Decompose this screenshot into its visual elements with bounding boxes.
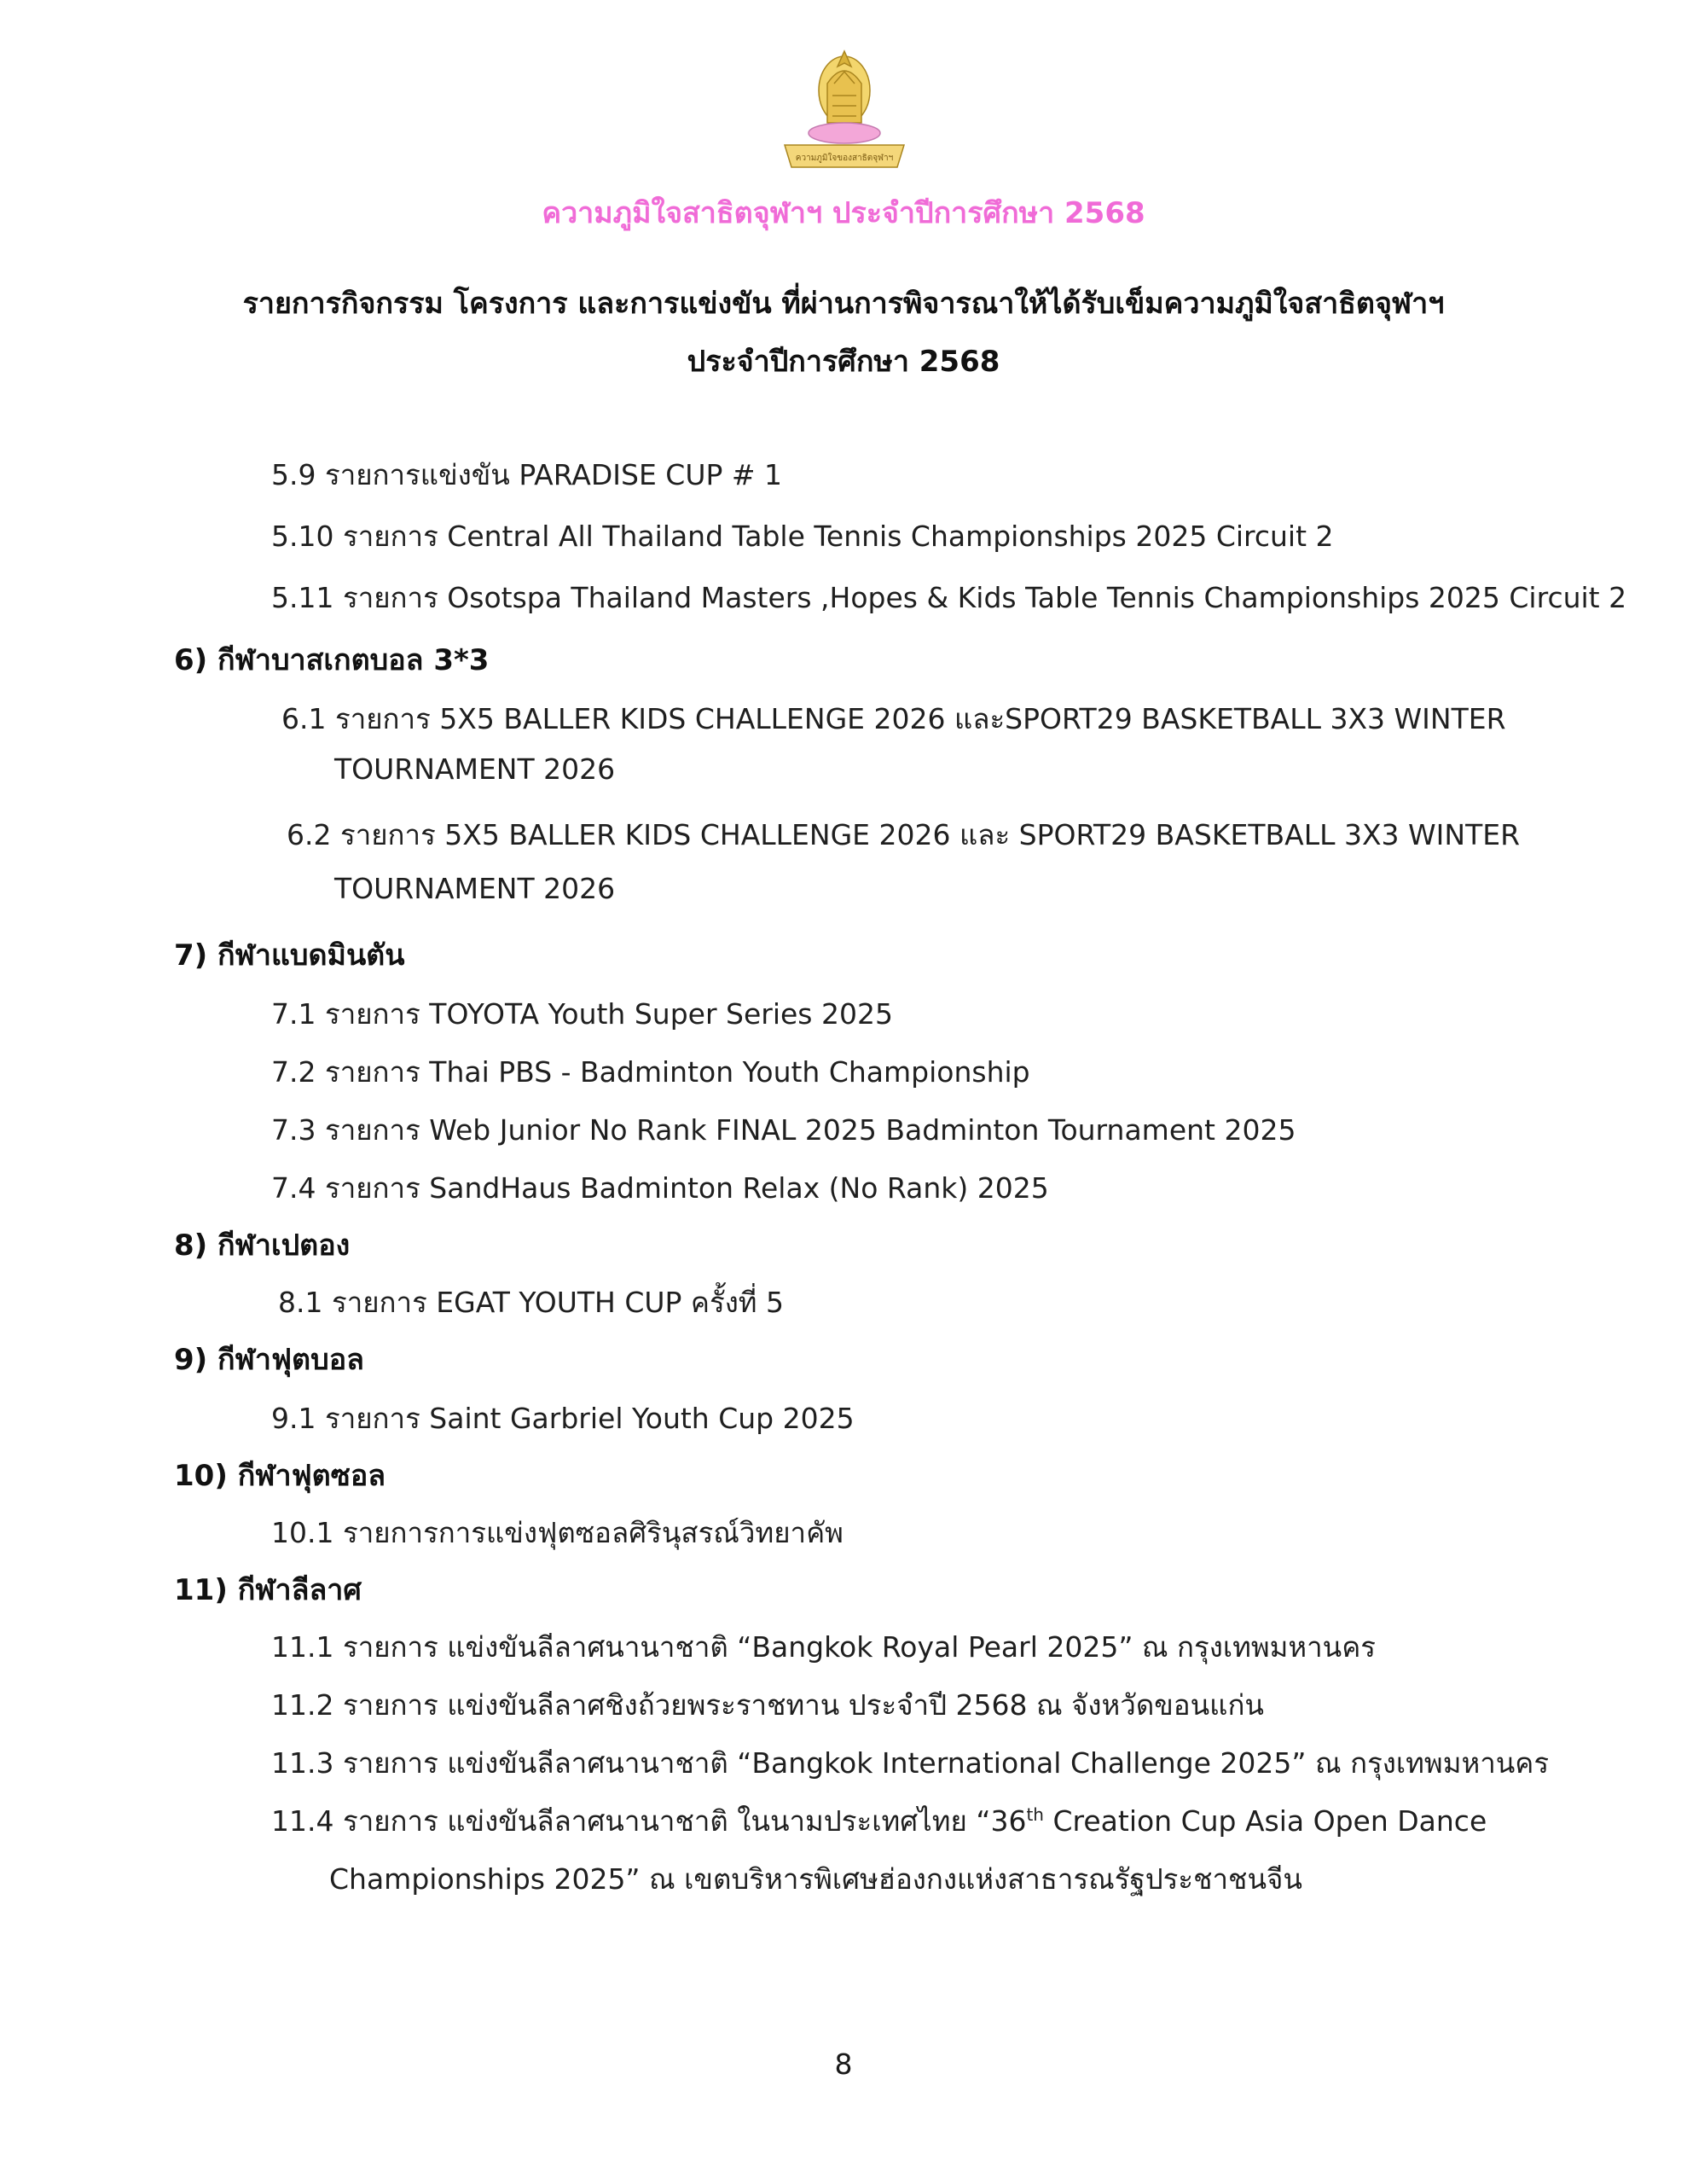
list-item: 7.4 รายการ SandHaus Badminton Relax (No Rank) 2025 <box>271 1171 1049 1205</box>
list-item: 6.1 รายการ 5X5 BALLER KIDS CHALLENGE 2026 และSPORT29 BASKETBALL 3X3 WINTER <box>281 702 1506 735</box>
section-heading: 6) กีฬาบาสเกตบอล 3*3 <box>174 643 490 677</box>
list-item-continuation: TOURNAMENT 2026 <box>334 872 616 905</box>
list-item: 8.1 รายการ EGAT YOUTH CUP ครั้งที่ 5 <box>278 1286 785 1319</box>
pink-subtitle: ความภูมิใจสาธิตจุฬาฯ ประจำปีการศึกษา 2568 <box>542 196 1145 230</box>
school-emblem-logo <box>768 41 921 177</box>
list-item: 7.3 รายการ Web Junior No Rank FINAL 2025 Badminton Tournament 2025 <box>271 1113 1296 1147</box>
list-item: 11.3 รายการ แข่งขันลีลาศนานาชาติ “Bangkok International Challenge 2025” ณ กรุงเทพมหานคร <box>271 1746 1550 1780</box>
list-item: 10.1 รายการการแข่งฟุตซอลศิรินุสรณ์วิทยาคัพ <box>271 1516 844 1549</box>
list-item: 6.2 รายการ 5X5 BALLER KIDS CHALLENGE 2026 และ SPORT29 BASKETBALL 3X3 WINTER <box>287 818 1521 851</box>
svg-text:ความภูมิใจของสาธิตจุฬาฯ: ความภูมิใจของสาธิตจุฬาฯ <box>795 154 894 163</box>
ordinal-suffix: th <box>1026 1804 1044 1825</box>
list-item: 7.1 รายการ TOYOTA Youth Super Series 2025 <box>271 997 893 1031</box>
list-item: 11.2 รายการ แข่งขันลีลาศชิงถ้วยพระราชทาน ประจำปี 2568 ณ จังหวัดขอนแก่น <box>271 1688 1264 1722</box>
list-item-continuation: Championships 2025” ณ เขตบริหารพิเศษฮ่องกงแห่งสาธารณรัฐประชาชนจีน <box>329 1862 1302 1896</box>
list-item: 11.1 รายการ แข่งขันลีลาศนานาชาติ “Bangkok Royal Pearl 2025” ณ กรุงเทพมหานคร <box>271 1630 1377 1664</box>
section-heading: 11) กีฬาลีลาศ <box>174 1573 362 1607</box>
page-number: 8 <box>834 2048 853 2081</box>
section-heading: 7) กีฬาแบดมินตัน <box>174 938 405 973</box>
list-item <box>271 1798 1487 1844</box>
list-item-text: 11.4 รายการ แข่งขันลีลาศนานาชาติ ในนามประเทศไทย “36 <box>271 1804 1027 1838</box>
list-item-text: Creation Cup Asia Open Dance <box>1043 1804 1487 1838</box>
list-item: 9.1 รายการ Saint Garbriel Youth Cup 2025 <box>271 1402 855 1435</box>
section-heading: 8) กีฬาเปตอง <box>174 1228 351 1263</box>
section-heading: 10) กีฬาฟุตซอล <box>174 1459 386 1493</box>
list-item: 5.11 รายการ Osotspa Thailand Masters ,Hopes & Kids Table Tennis Championships 2025 Circuit 2 <box>271 581 1627 614</box>
list-item: 5.10 รายการ Central All Thailand Table Tennis Championships 2025 Circuit 2 <box>271 520 1334 553</box>
list-item: 7.2 รายการ Thai PBS - Badminton Youth Championship <box>271 1055 1030 1089</box>
page-title-line-2: ประจำปีการศึกษา 2568 <box>687 345 1000 379</box>
list-item-continuation: TOURNAMENT 2026 <box>334 752 616 786</box>
section-heading: 9) กีฬาฟุตบอล <box>174 1343 364 1377</box>
list-item: 5.9 รายการแข่งขัน PARADISE CUP # 1 <box>271 458 783 491</box>
page-title-line-1: รายการกิจกรรม โครงการ และการแข่งขัน ที่ผ่านการพิจารณาให้ได้รับเข็มความภูมิใจสาธิตจุฬาฯ <box>242 287 1445 321</box>
